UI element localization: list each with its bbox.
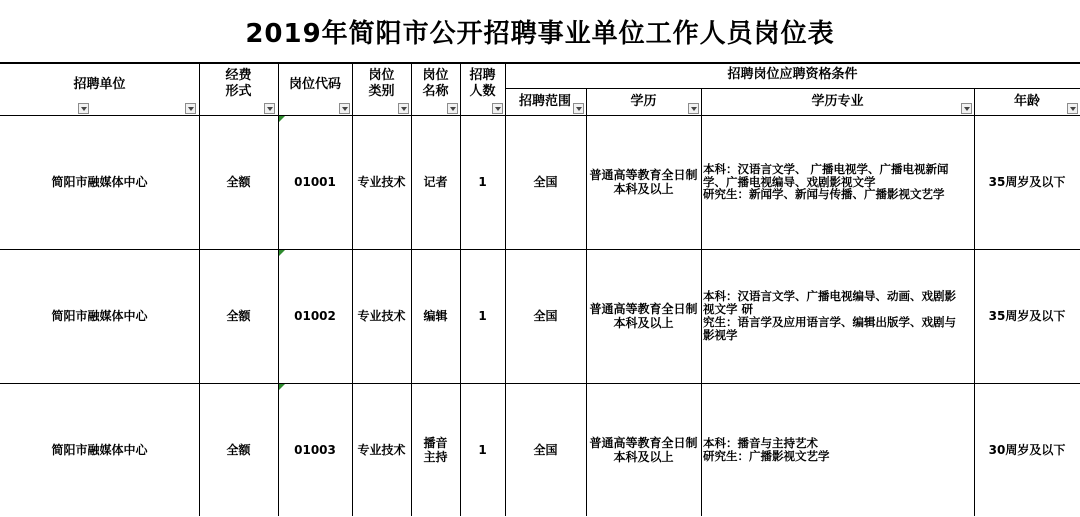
filter-dropdown-funding[interactable] (264, 103, 275, 114)
header-conditions (505, 62, 1080, 88)
education-line: 本科及以上 (613, 450, 674, 464)
cell-funding: 全额 (226, 442, 251, 457)
filter-dropdown-code[interactable] (339, 103, 350, 114)
education-line: 本科及以上 (613, 182, 674, 196)
header-count-line1: 招聘 (469, 67, 496, 83)
cell-code: 01003 (294, 442, 336, 457)
cell-count: 1 (478, 174, 487, 189)
filter-dropdown-count[interactable] (492, 103, 503, 114)
position-name-text: 记者 (423, 174, 448, 189)
cell-education (586, 115, 701, 249)
filter-dropdown-education[interactable] (688, 103, 699, 114)
chevron-down-icon (81, 107, 87, 111)
chevron-down-icon (188, 107, 194, 111)
cell-major (701, 383, 974, 517)
cell-age: 35周岁及以下 (988, 308, 1066, 323)
position-name-text: 主持 (423, 450, 448, 464)
cell-count: 1 (478, 308, 487, 323)
header-age-label: 年龄 (1013, 93, 1040, 109)
major-line: 本科：汉语言文学、 广播电视学、广播电视新闻 (703, 161, 949, 176)
chevron-down-icon (267, 107, 273, 111)
cell-major (701, 115, 974, 249)
filter-dropdown-category[interactable] (398, 103, 409, 114)
cell-education (586, 383, 701, 517)
major-line: 研究生：新闻学、新闻与传播、广播影视文艺学 (703, 187, 945, 202)
cell-unit: 简阳市融媒体中心 (51, 442, 148, 457)
chevron-down-icon (450, 107, 456, 111)
chevron-down-icon (964, 107, 970, 111)
chevron-down-icon (1070, 107, 1076, 111)
major-line: 本科：播音与主持艺术 (703, 436, 818, 451)
filter-dropdown-unit-b[interactable] (185, 103, 196, 114)
filter-dropdown-scope[interactable] (573, 103, 584, 114)
cell-age: 30周岁及以下 (988, 442, 1066, 457)
header-funding-line2: 形式 (225, 83, 252, 99)
cell-code: 01001 (294, 174, 336, 189)
cell-category: 专业技术 (357, 308, 406, 323)
header-major-label: 学历专业 (811, 93, 864, 109)
header-name-line1: 岗位 (422, 67, 449, 83)
cell-major (701, 249, 974, 383)
major-line: 究生：语言学及应用语言学、编辑出版学、戏剧与 (703, 315, 956, 329)
education-line: 普通高等教育全日制 (589, 435, 698, 450)
cell-position-name (411, 115, 460, 249)
header-education-label: 学历 (630, 93, 657, 109)
major-line-left: 视文学 (703, 302, 738, 317)
major-line-right: 研 (741, 302, 754, 317)
position-name-text: 播音 (423, 435, 448, 450)
filter-dropdown-major[interactable] (961, 103, 972, 114)
cell-unit: 简阳市融媒体中心 (51, 174, 148, 189)
major-line: 学、广播电视编导、戏剧影视文学 (703, 174, 876, 189)
cell-count: 1 (478, 442, 487, 457)
header-age (974, 88, 1080, 115)
cell-code: 01002 (294, 308, 336, 323)
header-category-line2: 类别 (368, 83, 395, 99)
major-line: 影视学 (703, 327, 738, 342)
education-line: 本科及以上 (613, 316, 674, 330)
cell-age: 35周岁及以下 (988, 174, 1066, 189)
cell-education (586, 249, 701, 383)
header-unit-label: 招聘单位 (73, 76, 126, 92)
major-line: 研究生：广播影视文艺学 (703, 449, 830, 463)
header-major (701, 88, 974, 115)
header-category-line1: 岗位 (368, 67, 395, 83)
header-name-line2: 名称 (422, 83, 449, 99)
position-name-text: 编辑 (423, 308, 448, 323)
chevron-down-icon (401, 107, 407, 111)
header-code-label: 岗位代码 (288, 76, 341, 92)
cell-category: 专业技术 (357, 174, 406, 189)
filter-dropdown-unit-a[interactable] (78, 103, 89, 114)
education-line: 普通高等教育全日制 (589, 301, 698, 316)
chevron-down-icon (691, 107, 697, 111)
education-line: 普通高等教育全日制 (589, 167, 698, 182)
header-education (586, 88, 701, 115)
chevron-down-icon (576, 107, 582, 111)
header-scope-label: 招聘范围 (519, 93, 572, 109)
cell-scope: 全国 (533, 308, 558, 323)
header-unit (0, 62, 199, 115)
header-count-line2: 人数 (469, 83, 496, 99)
major-line: 本科：汉语言文学、广播电视编导、动画、戏剧影 (703, 289, 956, 304)
filter-dropdown-name[interactable] (447, 103, 458, 114)
filter-dropdown-age[interactable] (1067, 103, 1078, 114)
cell-unit: 简阳市融媒体中心 (51, 308, 148, 323)
cell-scope: 全国 (533, 174, 558, 189)
cell-scope: 全国 (533, 442, 558, 457)
chevron-down-icon (342, 107, 348, 111)
header-conditions-label: 招聘岗位应聘资格条件 (727, 67, 858, 83)
header-funding-line1: 经费 (225, 67, 252, 83)
cell-category: 专业技术 (357, 442, 406, 457)
cell-position-name (411, 249, 460, 383)
cell-position-name (411, 383, 460, 517)
cell-funding: 全额 (226, 308, 251, 323)
page-title: 2019年简阳市公开招聘事业单位工作人员岗位表 (0, 0, 1080, 64)
chevron-down-icon (495, 107, 501, 111)
cell-funding: 全额 (226, 174, 251, 189)
